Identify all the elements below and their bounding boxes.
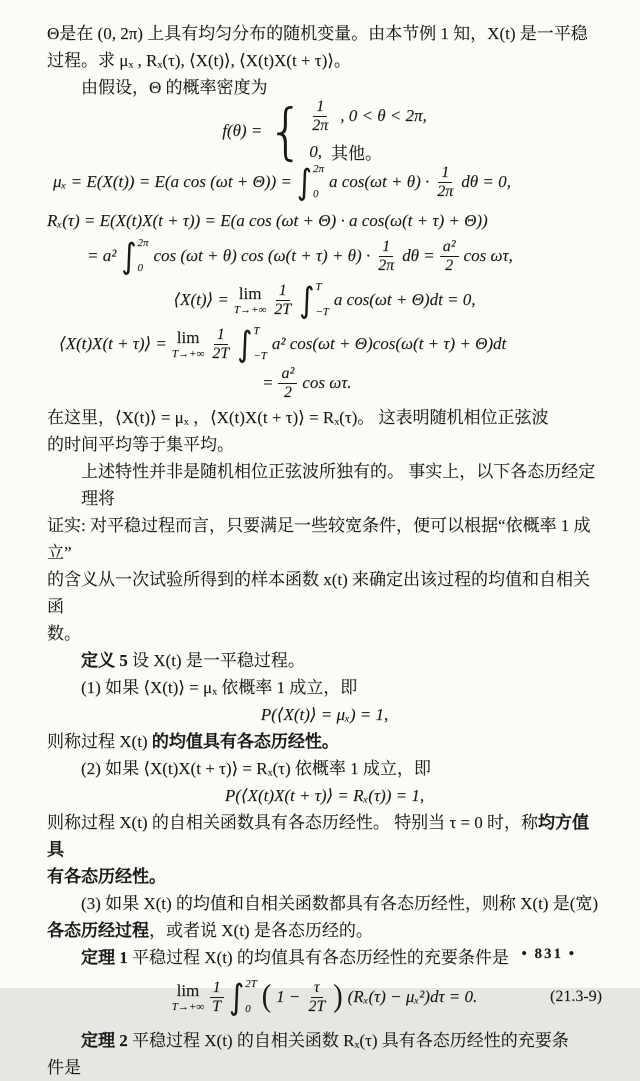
fraction-numerator: 1 (313, 98, 327, 117)
case-condition: 其他。 (330, 144, 382, 164)
formula-time-correlation-line2 (262, 366, 602, 400)
paragraph-line (47, 620, 602, 647)
case-value: 0, (309, 141, 322, 161)
formula-segment: (Rₓ(τ) − μₓ²)dτ = 0. (347, 987, 478, 1006)
formula-segment: a² cos(ωt + Θ)cos(ω(t + τ) + Θ)dt (271, 334, 507, 353)
paragraph-line (47, 1054, 602, 1081)
formula-lhs: f(θ) = (222, 121, 263, 140)
lim-subscript: T→+∞ (233, 303, 267, 316)
formula-prob-autocorr (47, 782, 602, 809)
fraction-numerator: 1 (210, 979, 224, 998)
formula-theorem-1 (47, 975, 602, 1019)
fraction-denominator: 2π (312, 116, 329, 134)
body-text: 的含义从一次试验所得到的样本函数 x(t) 来确定出该过程的均值和自相关函 (47, 570, 591, 616)
formula-segment: dθ = (402, 246, 435, 265)
right-paren: ) (333, 979, 343, 1014)
fraction-denominator: 2π (437, 182, 454, 200)
emphasized-term: 各态历经过程 (47, 921, 149, 940)
fraction (209, 326, 232, 363)
paragraph-line (47, 728, 602, 755)
fraction-denominator: 2T (212, 344, 230, 362)
emphasized-term: 的均值具有各态历经性。 (151, 732, 339, 751)
body-text: 则称过程 X(t) 的自相关函数具有各态历经性。 特别当 τ = 0 时，称 (47, 813, 538, 832)
lower-limit: 0 (312, 188, 319, 200)
formula-segment: ⟨X(t)⟩ = (173, 290, 229, 309)
fraction-numerator: 1 (438, 164, 452, 183)
body-text: 则称过程 X(t) (47, 732, 152, 751)
formula-segment: = (262, 373, 274, 392)
fraction-numerator: 1 (276, 282, 290, 301)
definition-label: 定义 5 (81, 651, 128, 670)
body-text: (2) 如果 ⟨X(t)X(t + τ)⟩ = Rₓ(τ) 依概率 1 成立，即 (81, 759, 431, 778)
fraction-numerator: a² (440, 238, 459, 257)
fraction-numerator: a² (278, 365, 297, 384)
case-row (309, 98, 427, 135)
body-text: Θ是在 (0, 2π) 上具有均匀分布的随机变量。由本节例 1 知，X(t) 是一平稳 (47, 24, 588, 43)
fraction (278, 365, 297, 402)
formula-segment: cos ωτ, (463, 246, 513, 265)
limit-operator (172, 982, 204, 1013)
paragraph-line (47, 917, 602, 944)
lower-limit: −T (253, 350, 267, 362)
fraction-denominator: 2T (308, 997, 326, 1015)
integral-limits (245, 979, 257, 1015)
paragraph-line (47, 20, 602, 47)
paragraph-line (47, 431, 602, 458)
definition-5-line (47, 647, 602, 674)
fraction (305, 979, 328, 1016)
case-condition: , 0 < θ < 2π, (340, 106, 427, 125)
formula-segment: ⟨X(t)X(t + τ)⟩ = (59, 334, 167, 353)
lim-symbol: lim (176, 327, 200, 347)
formula-segment: cos (ωt + θ) cos (ω(t + τ) + θ) · (153, 246, 371, 265)
integral-limits (313, 164, 324, 200)
paragraph-line (47, 458, 602, 512)
lim-subscript: T→+∞ (171, 1000, 205, 1013)
theorem-label: 定理 2 (81, 1031, 128, 1050)
body-text: 的时间平均等于集平均。 (47, 435, 234, 454)
integral-icon: ∫ (237, 323, 253, 364)
body-text: 设 X(t) 是一平稳过程。 (132, 651, 305, 670)
formula-segment: μₓ = E(X(t)) = E(a cos (ωt + Θ)) = (53, 172, 292, 191)
paragraph-line (47, 863, 602, 890)
body-text: (1) 如果 ⟨X(t)⟩ = μₓ 依概率 1 成立，即 (81, 678, 358, 697)
fraction (375, 238, 397, 275)
body-text: 平稳过程 X(t) 的自相关函数 Rₓ(τ) 具有各态历经性的充要条 (132, 1031, 569, 1050)
case-row (309, 139, 427, 164)
body-text: 过程。求 μₓ , Rₓ(τ), ⟨X(t)⟩, ⟨X(t)X(t + τ)⟩。 (47, 51, 351, 70)
fraction (440, 238, 459, 275)
fraction-numerator: τ (311, 979, 323, 998)
integral-icon: ∫ (296, 161, 312, 202)
lim-symbol: lim (176, 980, 200, 1000)
upper-limit: 2T (245, 978, 257, 990)
integral-limits (253, 326, 267, 362)
lower-limit: 0 (137, 262, 143, 274)
formula-prob-mean (47, 701, 602, 728)
integral (299, 279, 329, 320)
formula-segment: cos ωτ. (302, 373, 352, 392)
limit-operator (234, 285, 266, 316)
body-text: 平稳过程 X(t) 的均值具有各态历经性的充要条件是 (132, 948, 509, 967)
paragraph-line (47, 566, 602, 620)
left-brace: { (267, 95, 305, 167)
formula-segment: dθ = 0, (461, 172, 511, 191)
integral-icon: ∫ (299, 279, 315, 320)
lower-limit: 0 (245, 1003, 251, 1015)
fraction (271, 282, 294, 319)
fraction-denominator: 2 (445, 256, 454, 274)
theorem-label: 定理 1 (81, 948, 128, 967)
left-paren: ( (261, 979, 272, 1014)
emphasized-term: 有各态历经性。 (47, 867, 166, 886)
formula-segment: P(⟨X(t)⟩ = μₓ) = 1, (260, 704, 389, 724)
body-text: 由假设，Θ 的概率密度为 (81, 78, 268, 97)
equation-number: (21.3-9) (550, 988, 602, 1005)
formula-autocorr-line2 (87, 236, 602, 276)
formula-segment: a cos(ωt + θ) · (328, 172, 430, 191)
definition-item-3 (47, 890, 602, 917)
fraction-numerator: 1 (214, 326, 228, 345)
integral-limits (137, 238, 148, 274)
limit-operator (172, 329, 204, 360)
integral (121, 235, 149, 276)
paragraph-line (47, 512, 602, 566)
fraction-denominator: 2T (274, 300, 292, 318)
paragraph-line (47, 809, 602, 863)
integral-icon: ∫ (121, 235, 137, 276)
body-text: 在这里，⟨X(t)⟩ = μₓ ，⟨X(t)X(t + τ)⟩ = Rₓ(τ)。 这表明随机相位正弦波 (47, 408, 549, 427)
formula-segment: = a² (87, 246, 117, 265)
formula-segment: a cos(ωt + Θ)dt = 0, (333, 290, 476, 309)
integral (296, 161, 324, 202)
lim-subscript: T→+∞ (171, 347, 205, 360)
paragraph-line (47, 47, 602, 74)
fraction (209, 979, 224, 1016)
formula-mean (53, 163, 602, 201)
integral-icon: ∫ (229, 976, 245, 1017)
paragraph-line (47, 404, 602, 431)
formula-time-correlation-line1 (59, 324, 602, 364)
fraction-denominator: 2 (283, 383, 292, 401)
lim-symbol: lim (238, 283, 262, 303)
fraction-denominator: 2π (378, 256, 395, 274)
upper-limit: 2π (312, 163, 324, 175)
integral-limits (315, 282, 329, 318)
fraction (434, 164, 456, 201)
integral (229, 976, 257, 1017)
body-text: 数。 (47, 624, 81, 643)
page-number: • 831 • (521, 946, 576, 962)
upper-limit: 2π (137, 237, 149, 249)
fraction-denominator: T (212, 997, 222, 1015)
body-text: ，或者说 X(t) 是各态历经的。 (149, 921, 373, 940)
theorem-1-line (47, 944, 602, 971)
formula-time-average (47, 280, 602, 320)
theorem-2-line (47, 1027, 602, 1054)
formula-segment: Rₓ(τ) = E(X(t)X(t + τ)) = E(a cos (ωt + Θ) · a cos(ω(t + τ) + Θ)) (47, 210, 488, 230)
formula-density (47, 95, 602, 167)
body-text: 上述特性并非是随机相位正弦波所独有的。 事实上，以下各态历经定理将 (81, 462, 596, 508)
formula-autocorr-line1 (47, 207, 602, 234)
lower-limit: −T (315, 306, 329, 318)
formula-segment: P(⟨X(t)X(t + τ)⟩ = Rₓ(τ)) = 1, (224, 785, 425, 805)
formula-segment: 1 − (276, 987, 301, 1006)
fraction-numerator: 1 (379, 238, 393, 257)
definition-item-1 (47, 674, 602, 701)
body-text: 件是 (47, 1058, 81, 1077)
upper-limit: T (253, 325, 260, 337)
emphasized-term: 均方值具 (47, 813, 589, 859)
cases-block (309, 98, 427, 165)
body-text: (3) 如果 X(t) 的均值和自相关函数都具有各态历经性，则称 X(t) 是(宽) (81, 894, 599, 913)
fraction (309, 98, 331, 135)
integral (237, 323, 267, 364)
definition-item-2 (47, 755, 602, 782)
body-text: 证实: 对平稳过程而言，只要满足一些较宽条件，便可以根据“依概率 1 成立” (47, 516, 591, 562)
upper-limit: T (315, 281, 322, 293)
